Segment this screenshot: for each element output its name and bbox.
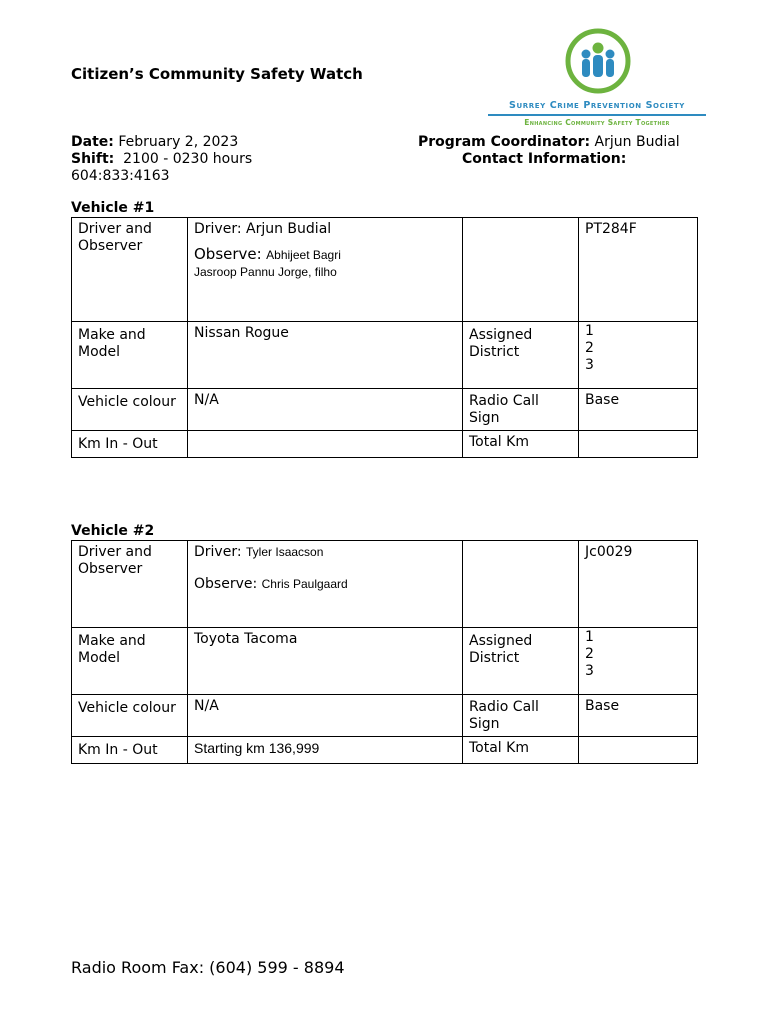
callsign-label: Radio Call Sign: [463, 695, 579, 737]
people-circle-icon: [484, 28, 710, 98]
radio-room-fax: Radio Room Fax: (604) 599 - 8894: [71, 958, 345, 977]
plate-number: Jc0029: [579, 541, 698, 628]
callsign-value: Base: [579, 695, 698, 737]
driver-observer-cell: [188, 541, 463, 628]
district-label: Assigned District: [463, 322, 579, 389]
colour-label: Vehicle colour: [72, 389, 188, 431]
total-km-label: Total Km: [463, 431, 579, 458]
make-model-label: Make and Model: [72, 322, 188, 389]
district-1: 1: [585, 323, 594, 339]
logo-tagline: Enhancing Community Safety Together: [524, 118, 670, 127]
table-row: [72, 541, 698, 628]
driver-label: Driver:: [194, 221, 242, 237]
table-row: [72, 628, 698, 695]
driver-observer-label: Driver and Observer: [72, 541, 188, 628]
district-3: 3: [585, 357, 594, 373]
coordinator-label: Program Coordinator:: [418, 134, 591, 150]
driver-name: Arjun Budial: [246, 221, 332, 237]
empty-cell: [463, 218, 579, 322]
page-title: Citizen’s Community Safety Watch: [71, 65, 363, 83]
km-value: Starting km 136,999: [188, 737, 463, 764]
district-2: 2: [585, 646, 594, 662]
observe-label: Observe:: [194, 576, 258, 592]
total-km-value: [579, 431, 698, 458]
total-km-label: Total Km: [463, 737, 579, 764]
driver-name: Tyler Isaacson: [246, 545, 324, 559]
table-row: [72, 695, 698, 737]
table-row: [72, 389, 698, 431]
callsign-value: Base: [579, 389, 698, 431]
district-1: 1: [585, 629, 594, 645]
observe-label: Observe:: [194, 245, 262, 263]
table-row: [72, 737, 698, 764]
observer-extra: Jasroop Pannu Jorge, filho: [194, 265, 337, 279]
surrey-crime-prevention-logo: [484, 28, 710, 132]
contact-label: Contact Information:: [462, 151, 627, 167]
driver-observer-label: Driver and Observer: [72, 218, 188, 322]
make-model-value: Toyota Tacoma: [188, 628, 463, 695]
make-model-value: Nissan Rogue: [188, 322, 463, 389]
district-2: 2: [585, 340, 594, 356]
colour-value: N/A: [188, 389, 463, 431]
district-3: 3: [585, 663, 594, 679]
coordinator-value: Arjun Budial: [594, 134, 680, 150]
colour-value: N/A: [188, 695, 463, 737]
total-km-value: [579, 737, 698, 764]
observer-name: Chris Paulgaard: [261, 577, 348, 591]
table-row: [72, 218, 698, 322]
date-shift-block: [71, 134, 252, 185]
phone-number: 604:833:4163: [71, 168, 170, 184]
empty-cell: [463, 541, 579, 628]
driver-observer-cell: [188, 218, 463, 322]
date-label: Date:: [71, 134, 114, 150]
km-label: Km In - Out: [72, 737, 188, 764]
driver-label: Driver:: [194, 544, 242, 560]
district-label: Assigned District: [463, 628, 579, 695]
km-label: Km In - Out: [72, 431, 188, 458]
plate-number: PT284F: [579, 218, 698, 322]
logo-divider: [488, 114, 706, 116]
logo-name: Surrey Crime Prevention Society: [509, 100, 685, 111]
date-value: February 2, 2023: [118, 134, 239, 150]
observer-name: Abhijeet Bagri: [266, 248, 341, 262]
vehicle-2-label: Vehicle #2: [71, 523, 155, 539]
callsign-label: Radio Call Sign: [463, 389, 579, 431]
district-values: [579, 628, 698, 695]
district-values: [579, 322, 698, 389]
vehicle-1-label: Vehicle #1: [71, 200, 155, 216]
vehicle-1-table: [71, 217, 698, 458]
shift-value: 2100 - 0230 hours: [123, 151, 253, 167]
colour-label: Vehicle colour: [72, 695, 188, 737]
km-value: [188, 431, 463, 458]
make-model-label: Make and Model: [72, 628, 188, 695]
shift-label: Shift:: [71, 151, 115, 167]
coordinator-block: [418, 134, 680, 168]
vehicle-2-table: [71, 540, 698, 764]
table-row: [72, 431, 698, 458]
table-row: [72, 322, 698, 389]
